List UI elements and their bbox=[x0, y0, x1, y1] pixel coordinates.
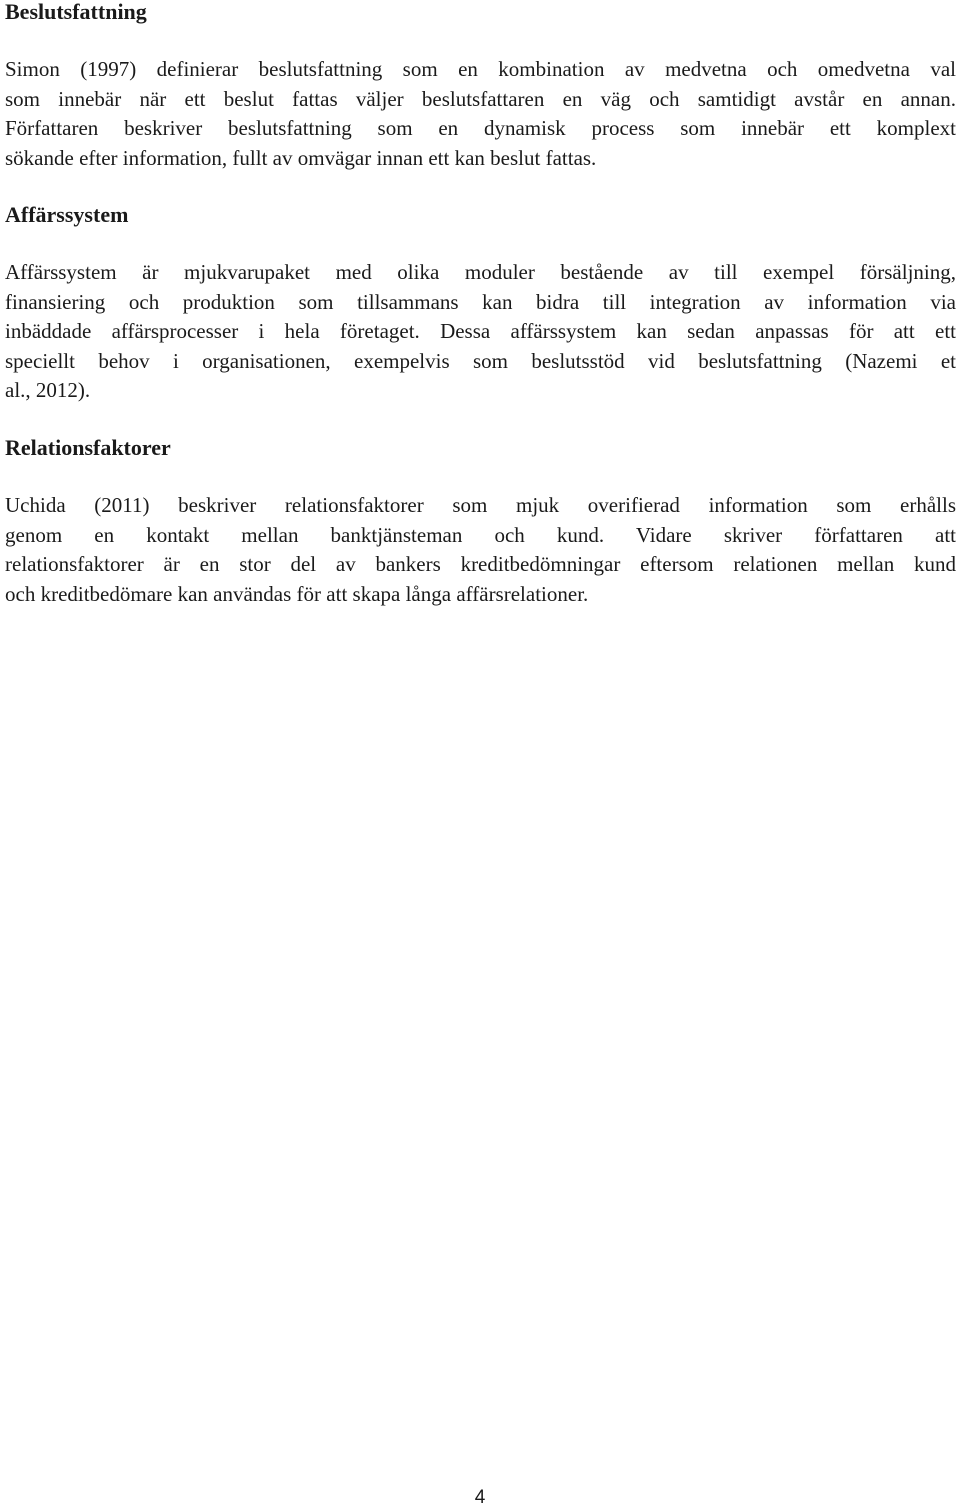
paragraph-line: och kreditbedömare kan användas för att skapa långa affärsrelationer. bbox=[5, 581, 589, 606]
paragraph-line: relationsfaktorer är en stor del av bankers kreditbedömningar eftersom relationen mellan kund bbox=[5, 552, 956, 576]
section-heading-relationsfaktorer: Relationsfaktorer bbox=[5, 435, 171, 460]
paragraph-line: inbäddade affärsprocesser i hela företaget. Dessa affärssystem kan sedan anpassas för att ett bbox=[5, 319, 956, 343]
paragraph-line: Affärssystem är mjukvarupaket med olika moduler bestående av till exempel försäljning, bbox=[5, 260, 956, 284]
paragraph-relationsfaktorer bbox=[5, 491, 956, 609]
paragraph-line: sökande efter information, fullt av omvägar innan ett kan beslut fattas. bbox=[5, 145, 597, 170]
paragraph-line: Simon (1997) definierar beslutsfattning som en kombination av medvetna och omedvetna val bbox=[5, 57, 956, 81]
section-heading-affarssystem: Affärssystem bbox=[5, 202, 129, 227]
paragraph-line: speciellt behov i organisationen, exempelvis som beslutsstöd vid beslutsfattning (Nazemi et bbox=[5, 348, 956, 373]
paragraph-line: genom en kontakt mellan banktjänsteman och kund. Vidare skriver författaren att bbox=[5, 522, 956, 547]
paragraph-beslutsfattning bbox=[5, 55, 956, 173]
paragraph-line: al., 2012). bbox=[5, 378, 91, 402]
paragraph-line: som innebär när ett beslut fattas väljer beslutsfattaren en väg och samtidigt avstår en annan. bbox=[5, 86, 956, 111]
paragraph-affarssystem bbox=[5, 258, 956, 406]
paragraph-line: Författaren beskriver beslutsfattning som en dynamisk process som innebär ett komplext bbox=[5, 116, 956, 140]
section-heading-beslutsfattning: Beslutsfattning bbox=[5, 0, 147, 24]
page-number: 4 bbox=[474, 1487, 486, 1508]
paragraph-line: finansiering och produktion som tillsammans kan bidra till integration av information via bbox=[5, 289, 956, 314]
paragraph-line: Uchida (2011) beskriver relationsfaktorer som mjuk overifierad information som erhålls bbox=[5, 493, 956, 517]
